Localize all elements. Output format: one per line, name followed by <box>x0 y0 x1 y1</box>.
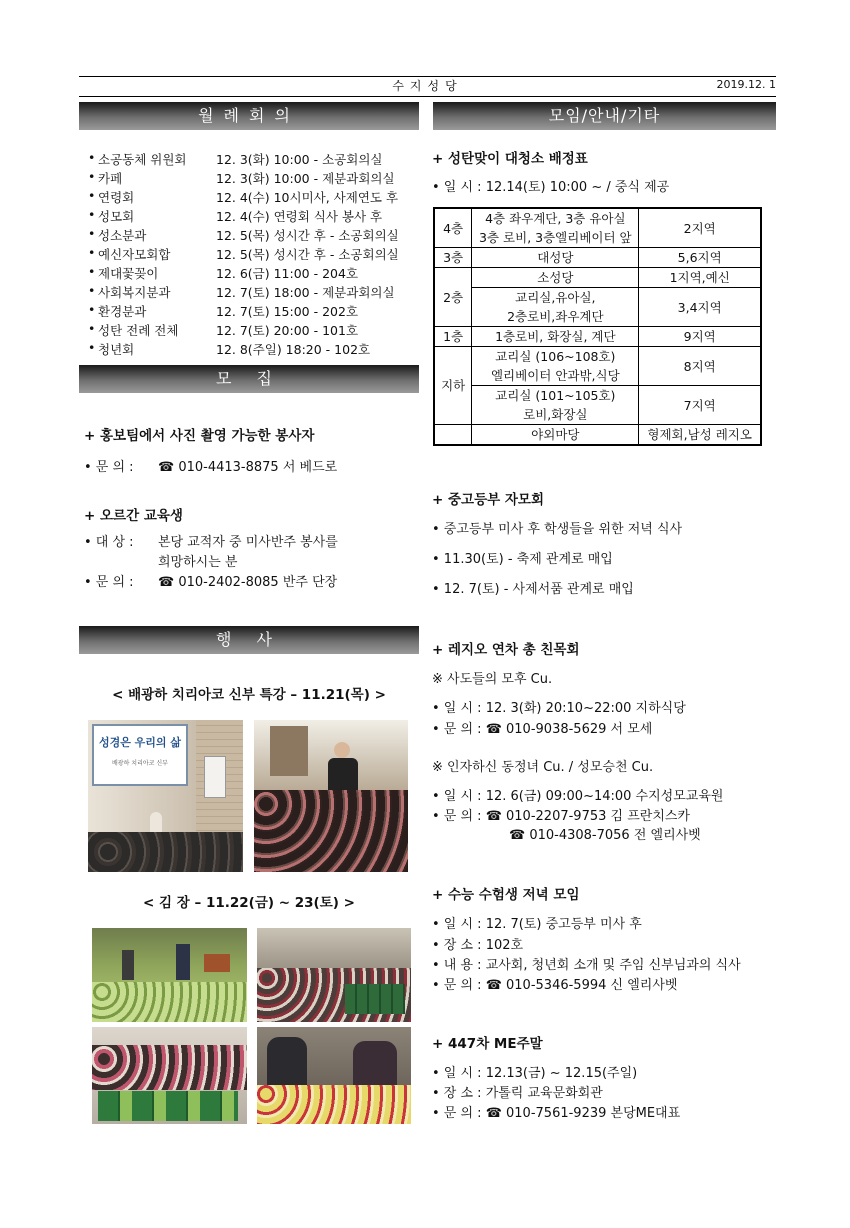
meeting-item: • 사회복지분과 12. 7(토) 18:00 - 제분과회의실 <box>88 283 395 300</box>
kimjang-photo-3 <box>92 1027 247 1124</box>
legio-g2-contact2: ☎ 010-4308-7056 전 엘리사벳 <box>509 828 701 843</box>
meeting-item: • 예신자모회합 12. 5(목) 성시간 후 - 소공회의실 <box>88 245 399 262</box>
header-bottom-rule <box>79 96 776 97</box>
presentation-slide: 성경은 우리의 삶 배광하 치리아코 신부 <box>92 724 188 786</box>
bulletin-date: 2019.12. 1 <box>716 78 776 91</box>
legio-group2: ※ 인자하신 동정녀 Cu. / 성모승천 Cu. <box>432 760 654 775</box>
me-item: • 장 소 : 가톨릭 교육문화회관 <box>432 1086 603 1101</box>
cleaning-title: + 성탄맞이 대청소 배정표 <box>432 151 588 167</box>
exam-item: • 내 용 : 교사회, 청년회 소개 및 주임 신부님과의 식사 <box>432 958 741 973</box>
photo-volunteer-title: + 홍보팀에서 사진 촬영 가능한 봉사자 <box>84 428 315 444</box>
lecture-photo-2 <box>254 720 408 872</box>
meeting-item: • 카페 12. 3(화) 10:00 - 제분과회의실 <box>88 169 395 186</box>
organ-target-line2: 희망하시는 분 <box>158 555 238 570</box>
legio-group1: ※ 사도들의 모후 Cu. <box>432 672 553 687</box>
legio-g1-contact: • 문 의 : ☎ 010-9038-5629 서 모세 <box>432 722 653 737</box>
meeting-item: • 연령회 12. 4(수) 10시미사, 사제연도 후 <box>88 188 399 205</box>
meeting-item: • 청년회 12. 8(주일) 18:20 - 102호 <box>88 340 371 357</box>
lecture-caption: < 배광하 치리아코 신부 특강 – 11.21(목) > <box>112 687 386 703</box>
table-row: 교리실 (101~105호) 로비,화장실 7지역 <box>434 386 761 425</box>
photo-volunteer-contact-label: • 문 의 : <box>84 460 134 475</box>
cleaning-date: • 일 시 : 12.14(토) 10:00 ~ / 중식 제공 <box>432 180 670 195</box>
organ-target-label: • 대 상 : <box>84 535 134 550</box>
me-title: + 447차 ME주말 <box>432 1036 543 1052</box>
table-row: 3층 대성당 5,6지역 <box>434 248 761 268</box>
meeting-item: • 성탄 전례 전체 12. 7(토) 20:00 - 101호 <box>88 321 359 338</box>
meetings-list <box>88 150 418 359</box>
recruit-section-bar: 모 집 <box>79 365 419 393</box>
organ-student-title: + 오르간 교육생 <box>84 508 183 524</box>
legio-g2-date: • 일 시 : 12. 6(금) 09:00~14:00 수지성모교육원 <box>432 789 724 804</box>
exam-item: • 장 소 : 102호 <box>432 938 524 953</box>
meeting-item: • 환경분과 12. 7(토) 15:00 - 202호 <box>88 302 359 319</box>
exam-item: • 일 시 : 12. 7(토) 중고등부 미사 후 <box>432 917 642 932</box>
me-item: • 문 의 : ☎ 010-7561-9239 본당ME대표 <box>432 1106 681 1121</box>
lecture-photo-1 <box>88 720 243 872</box>
me-item: • 일 시 : 12.13(금) ~ 12.15(주일) <box>432 1066 638 1081</box>
table-row: 4층 4층 좌우계단, 3층 유아실 3층 로비, 3층엘리베이터 앞 2지역 <box>434 208 761 248</box>
parents-title: + 중고등부 자모회 <box>432 492 544 508</box>
kimjang-photo-1 <box>92 928 247 1022</box>
organ-target-line1: 본당 교적자 중 미사반주 봉사를 <box>158 535 338 550</box>
meeting-item: • 제대꽃꽂이 12. 6(금) 11:00 - 204호 <box>88 264 359 281</box>
exam-item: • 문 의 : ☎ 010-5346-5994 신 엘리사벳 <box>432 978 678 993</box>
notices-section-bar: 모임/안내/기타 <box>433 102 776 130</box>
kimjang-caption: < 김 장 – 11.22(금) ~ 23(토) > <box>143 895 355 911</box>
organ-contact-label: • 문 의 : <box>84 575 134 590</box>
kimjang-photo-4 <box>257 1027 411 1124</box>
exam-title: + 수능 수험생 저녁 모임 <box>432 887 580 903</box>
meetings-section-bar: 월례회의 <box>79 102 419 130</box>
parents-item: • 중고등부 미사 후 학생들을 위한 저녁 식사 <box>432 522 683 537</box>
events-section-bar: 행 사 <box>79 626 419 654</box>
meeting-item: • 성모회 12. 4(수) 연령회 식사 봉사 후 <box>88 207 383 224</box>
table-row: 2층 소성당 1지역,예신 <box>434 268 761 288</box>
meeting-item: • 소공동체 위원회 12. 3(화) 10:00 - 소공회의실 <box>88 150 383 167</box>
table-row: 지하 교리실 (106~108호) 엘리베이터 안과밖,식당 8지역 <box>434 347 761 386</box>
kimjang-photo-2 <box>257 928 411 1022</box>
parents-item: • 11.30(토) - 축제 관계로 매입 <box>432 552 613 567</box>
legio-g1-date: • 일 시 : 12. 3(화) 20:10~22:00 지하식당 <box>432 701 686 716</box>
table-row: 교리실,유아실, 2층로비,좌우계단 3,4지역 <box>434 288 761 327</box>
photo-volunteer-contact: ☎ 010-4413-8875 서 베드로 <box>158 460 338 475</box>
legio-g2-contact1: • 문 의 : ☎ 010-2207-9753 김 프란치스카 <box>432 809 690 824</box>
cleaning-assignment-table <box>433 207 762 446</box>
parish-name: 수지성당 <box>392 79 463 93</box>
meeting-item: • 성소분과 12. 5(목) 성시간 후 - 소공회의실 <box>88 226 399 243</box>
parents-item: • 12. 7(토) - 사제서품 관계로 매입 <box>432 582 634 597</box>
legio-title: + 레지오 연차 총 친목회 <box>432 642 580 658</box>
organ-contact: ☎ 010-2402-8085 반주 단장 <box>158 575 338 590</box>
table-row: 야외마당 형제회,남성 레지오 <box>434 425 761 446</box>
table-row: 1층 1층로비, 화장실, 계단 9지역 <box>434 327 761 347</box>
